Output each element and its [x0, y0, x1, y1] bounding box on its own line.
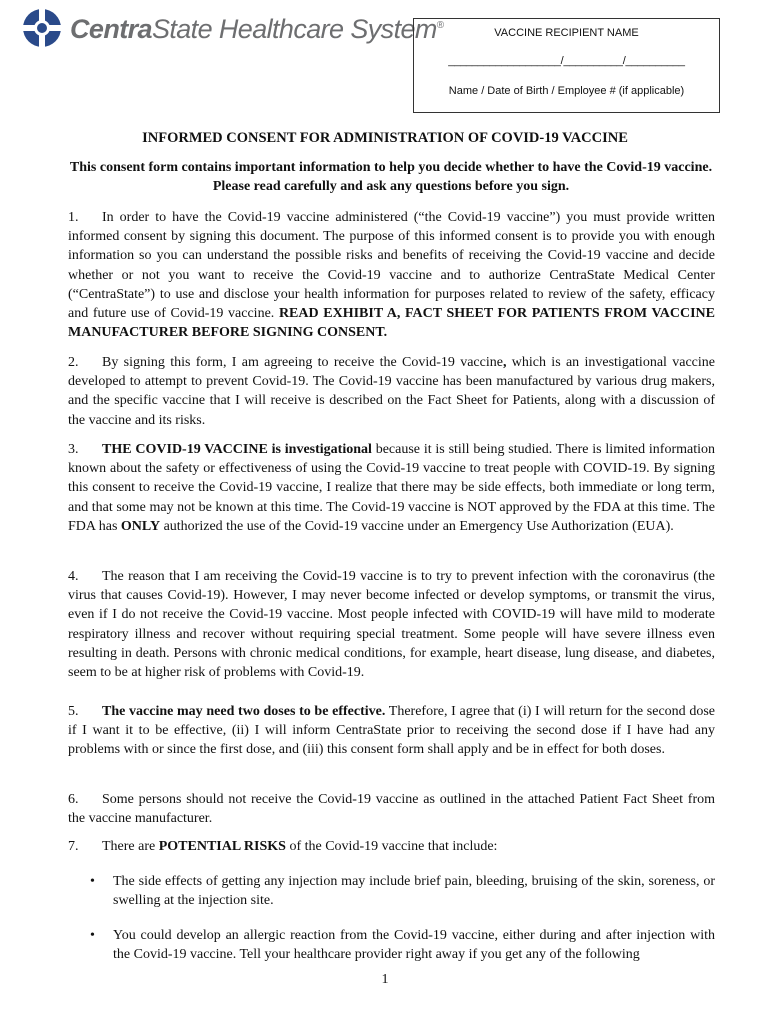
intro-text: This consent form contains important information to help you decide whether to have the Covid-19 vaccine. Please read carefully and ask any questions before you sign. [69, 160, 713, 194]
paragraph-6: 6. Some persons should not receive the Covid-19 vaccine as outlined in the attached Patient Fact Sheet from the vaccine manufacturer. [68, 792, 715, 827]
paragraph-5: 5. The vaccine may need two doses to be effective. Therefore, I agree that (i) I will return for the second dose if I want it to be effective, (ii) I will inform CentraState prior to receiving the second dose if I have had any problems with or since the first dose, and (iii) this consent form shall apply and be in effect for both doses. [68, 704, 715, 758]
logo [22, 6, 444, 49]
recipient-box-caption: Name / Date of Birth / Employee # (if applicable) [448, 85, 685, 97]
paragraph-7: 7. There are POTENTIAL RISKS of the Covid-19 vaccine that include: [68, 839, 498, 854]
list-item: • The side effects of getting any injection may include brief pain, bleeding, bruising of the skin, soreness, or swelling at the injection site. [90, 874, 715, 909]
logo-wordmark: CentraState Healthcare System® [70, 14, 444, 44]
bullet-icon: • [90, 874, 95, 889]
centrastate-logo-icon [22, 8, 62, 48]
recipient-name-box [413, 18, 720, 113]
paragraph-1: 1. In order to have the Covid-19 vaccine administered (“the Covid-19 vaccine”) you must provide written informed consent by signing this document. The purpose of this informed consent is to provide you with enough information so you can understand the possible risks and benefits of receiving the Covid-19 vaccine and decide whether or not you want to receive the Covid-19 vaccine and to authorize CentraState Medical Center (“CentraState”) to use and disclose your health information for purposes related to review of the safety, efficacy and future use of Covid-19 vaccine. READ EXHIBIT A, FACT SHEET FOR PATIENTS FROM VACCINE MANUFACTURER BEFORE SIGNING CONSENT. [68, 210, 715, 341]
recipient-box-title: VACCINE RECIPIENT NAME [494, 27, 639, 39]
paragraph-2: 2. By signing this form, I am agreeing to receive the Covid-19 vaccine, which is an investigational vaccine developed to attempt to prevent Covid-19. The Covid-19 vaccine has been manufactured by various drug makers, and the specific vaccine that I will receive is described on the Fact Sheet for Patients, along with a discussion of the vaccine and its risks. [68, 355, 715, 428]
bullet-icon: • [90, 928, 95, 943]
recipient-name-line[interactable]: ___________________/__________/__________ [448, 55, 685, 67]
document-heading: INFORMED CONSENT FOR ADMINISTRATION OF COVID-19 VACCINE [142, 130, 628, 146]
paragraph-4: 4. The reason that I am receiving the Covid-19 vaccine is to try to prevent infection with the coronavirus (the virus that causes Covid-19). However, I may never become infected or develop symptoms, or transmit the virus, even if I do not receive the Covid-19 vaccine. Most people infected with COVID-19 will have mild to moderate respiratory illness and recover without requiring special treatment. Some people will have severe illness even resulting in death. Persons with chronic medical conditions, for example, heart disease, lung disease, and diabetes, seem to be at higher risk of problems with Covid-19. [68, 569, 715, 681]
page-number: 1 [381, 972, 389, 987]
list-item: • You could develop an allergic reaction from the Covid-19 vaccine, either during and after injection with the Covid-19 vaccine. Tell your healthcare provider right away if you get any of the following [90, 928, 715, 963]
paragraph-3: 3. THE COVID-19 VACCINE is investigational because it is still being studied. There is limited information known about the safety or effectiveness of using the Covid-19 vaccine to treat people with COVID-19. By signing this consent to receive the Covid-19 vaccine, I realize that there may be side effects, both immediate or long term, and that some may not be known at this time. The Covid-19 vaccine is NOT approved by the FDA at this time. The FDA has ONLY authorized the use of the Covid-19 vaccine under an Emergency Use Authorization (EUA). [68, 442, 715, 534]
